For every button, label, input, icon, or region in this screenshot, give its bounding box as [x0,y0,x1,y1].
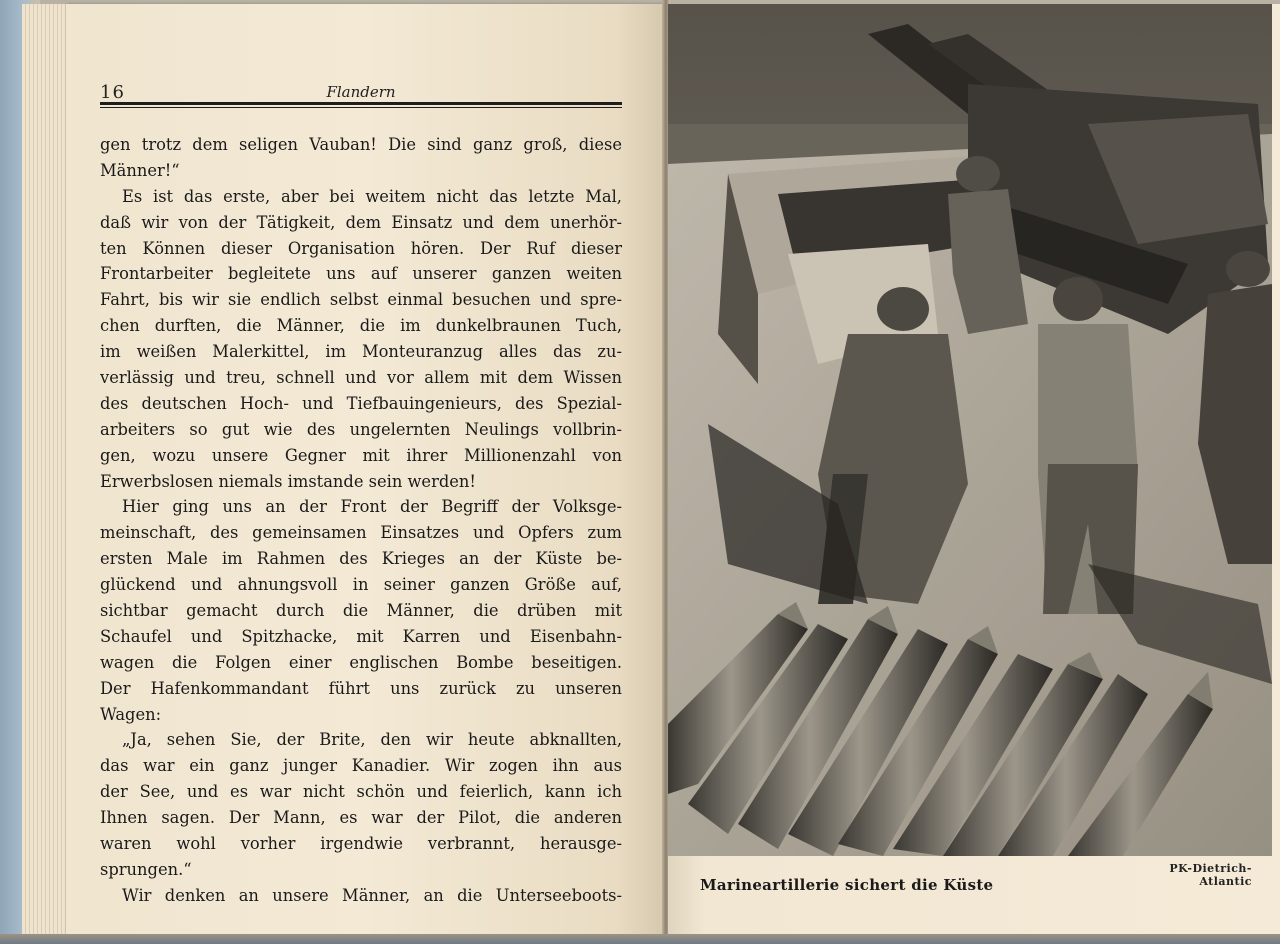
page-header [100,78,622,104]
text-line: Frontarbeiter begleitete uns auf unserer ganzen weiten [100,264,622,284]
text-line: arbeiters so gut wie des ungelernten Neulings vollbrin- [100,419,622,439]
text-line: ersten Male im Rahmen des Krieges an der Küste be- [100,549,622,569]
text-line: gen, wozu unsere Gegner mit ihrer Millionenzahl von [100,445,622,465]
text-line: „Ja, sehen Sie, der Brite, den wir heute abknallten, [122,730,622,750]
page-stack-edge [22,4,72,940]
text-line: waren wohl vorher irgendwie verbrannt, herausge- [100,834,622,854]
text-line: Es ist das erste, aber bei weitem nicht das letzte Mal, [122,186,622,206]
photo-illustration [668,4,1272,856]
photo-caption: Marineartillerie sichert die Küste [700,876,994,894]
text-line: glückend und ahnungsvoll in seiner ganzen Größe auf, [100,575,622,595]
text-line: Schaufel und Spitzhacke, mit Karren und Eisenbahn- [100,626,622,646]
body-text [100,132,622,909]
text-line: Wagen: [100,704,162,724]
text-line: sichtbar gemacht durch die Männer, die drüben mit [100,601,622,621]
page-number: 16 [100,82,125,103]
text-line: Hier ging uns an der Front der Begriff der Volksge- [122,497,622,517]
book-bottom-edge [0,934,1280,944]
text-line: chen durften, die Männer, die im dunkelbraunen Tuch, [100,316,622,336]
text-line: ten Können dieser Organisation hören. Der Ruf dieser [100,238,622,258]
text-line: Männer!“ [100,160,180,180]
text-line: Fahrt, bis wir sie endlich selbst einmal besuchen und spre- [100,290,622,310]
text-line: verlässig und treu, schnell und vor allem mit dem Wissen [100,368,622,388]
text-line: Erwerbslosen niemals imstande sein werden! [100,471,476,491]
text-line: gen trotz dem seligen Vauban! Die sind ganz groß, diese [100,135,622,154]
text-line: wagen die Folgen einer englischen Bombe beseitigen. [100,652,622,672]
text-line: des deutschen Hoch- und Tiefbauingenieurs, des Spezial- [100,393,622,413]
header-rule [100,102,622,105]
text-line: der See, und es war nicht schön und feierlich, kann ich [100,782,622,802]
text-line: das war ein ganz junger Kanadier. Wir zogen ihn aus [100,756,622,776]
text-line: sprungen.“ [100,859,192,879]
photo-credit: PK-Dietrich-Atlantic [1169,862,1252,888]
text-line: Der Hafenkommandant führt uns zurück zu unseren [100,678,622,698]
photograph-coastal-artillery [668,4,1272,856]
text-line: im weißen Malerkittel, im Monteuranzug alles das zu- [100,342,622,362]
header-rule-thin [100,107,622,108]
text-line: daß wir von der Tätigkeit, dem Einsatz und dem unerhör- [100,212,622,232]
running-head: Flandern [326,83,396,101]
text-line: Wir denken an unsere Männer, an die Unterseeboots- [122,885,622,905]
text-line: meinschaft, des gemeinsamen Einsatzes und Opfers zum [100,523,622,543]
text-line: Ihnen sagen. Der Mann, es war der Pilot, die anderen [100,808,622,828]
